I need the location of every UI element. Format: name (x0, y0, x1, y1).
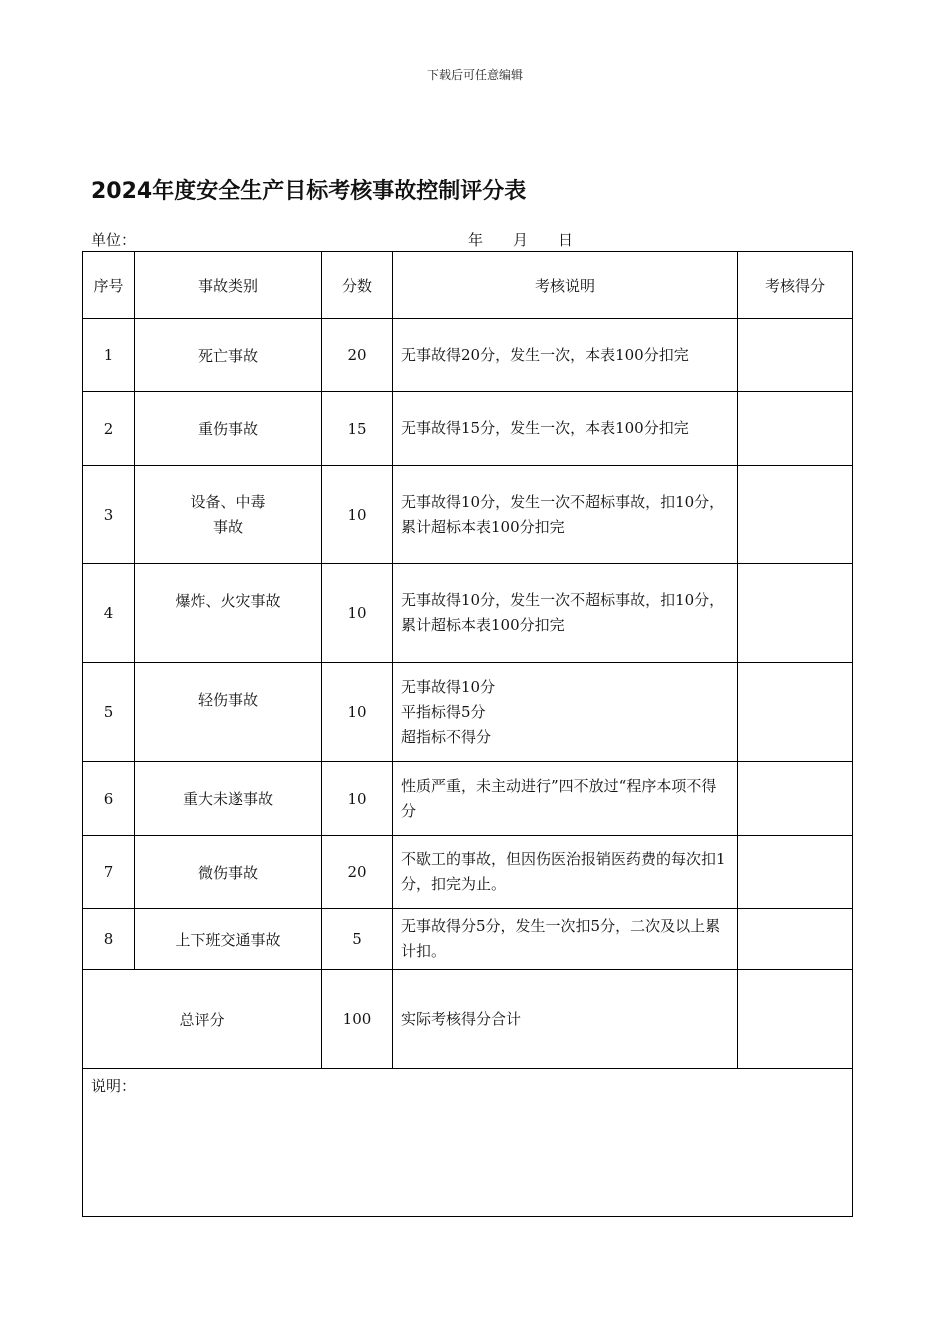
notes-row (83, 1069, 853, 1217)
row-score: 10 (322, 663, 393, 762)
row-description: 性质严重，未主动进行”四不放过“程序本项不得分 (393, 762, 738, 836)
total-score: 100 (322, 970, 393, 1069)
row-score: 10 (322, 762, 393, 836)
row-result[interactable] (738, 564, 853, 663)
col-header-no: 序号 (83, 252, 135, 319)
col-header-result: 考核得分 (738, 252, 853, 319)
table-header-row (83, 252, 853, 319)
row-score: 20 (322, 319, 393, 392)
notes-label[interactable]: 说明： (83, 1069, 853, 1217)
row-category: 设备、中毒 事故 (135, 466, 322, 564)
row-category: 重伤事故 (135, 392, 322, 466)
table-row (83, 663, 853, 762)
row-description: 无事故得20分，发生一次，本表100分扣完 (393, 319, 738, 392)
row-no: 5 (83, 663, 135, 762)
table-row (83, 836, 853, 909)
row-score: 10 (322, 564, 393, 663)
row-score: 20 (322, 836, 393, 909)
row-no: 7 (83, 836, 135, 909)
row-result[interactable] (738, 466, 853, 564)
row-score: 10 (322, 466, 393, 564)
page-title: 2024年度安全生产目标考核事故控制评分表 (91, 179, 527, 204)
row-category: 死亡事故 (135, 319, 322, 392)
total-description: 实际考核得分合计 (393, 970, 738, 1069)
row-score: 15 (322, 392, 393, 466)
col-header-category: 事故类别 (135, 252, 322, 319)
row-description: 无事故得15分，发生一次，本表100分扣完 (393, 392, 738, 466)
row-category: 重大未遂事故 (135, 762, 322, 836)
row-result[interactable] (738, 392, 853, 466)
row-no: 1 (83, 319, 135, 392)
row-result[interactable] (738, 836, 853, 909)
row-score: 5 (322, 909, 393, 970)
table-row (83, 319, 853, 392)
row-category: 轻伤事故 (135, 663, 322, 762)
row-category: 上下班交通事故 (135, 909, 322, 970)
total-result[interactable] (738, 970, 853, 1069)
row-no: 8 (83, 909, 135, 970)
row-no: 4 (83, 564, 135, 663)
row-result[interactable] (738, 909, 853, 970)
unit-label: 单位： (91, 231, 137, 249)
row-no: 2 (83, 392, 135, 466)
table-row (83, 466, 853, 564)
row-description: 无事故得10分，发生一次不超标事故，扣10分，累计超标本表100分扣完 (393, 564, 738, 663)
row-description: 不歇工的事故，但因伤医治报销医药费的每次扣1分，扣完为止。 (393, 836, 738, 909)
row-result[interactable] (738, 319, 853, 392)
row-category: 微伤事故 (135, 836, 322, 909)
row-result[interactable] (738, 762, 853, 836)
table-row (83, 909, 853, 970)
table-row (83, 762, 853, 836)
row-no: 6 (83, 762, 135, 836)
total-label: 总评分 (83, 970, 322, 1069)
table-row (83, 392, 853, 466)
row-description: 无事故得分5分，发生一次扣5分，二次及以上累计扣。 (393, 909, 738, 970)
row-result[interactable] (738, 663, 853, 762)
col-header-score: 分数 (322, 252, 393, 319)
header-note: 下载后可任意编辑 (426, 68, 523, 82)
row-description: 无事故得10分 平指标得5分 超指标不得分 (393, 663, 738, 762)
row-description: 无事故得10分，发生一次不超标事故，扣10分，累计超标本表100分扣完 (393, 466, 738, 564)
table-row (83, 564, 853, 663)
col-header-description: 考核说明 (393, 252, 738, 319)
row-category: 爆炸、火灾事故 (135, 564, 322, 663)
date-label: 年 月 日 (468, 231, 574, 249)
row-no: 3 (83, 466, 135, 564)
score-table (82, 251, 853, 1217)
total-row (83, 970, 853, 1069)
